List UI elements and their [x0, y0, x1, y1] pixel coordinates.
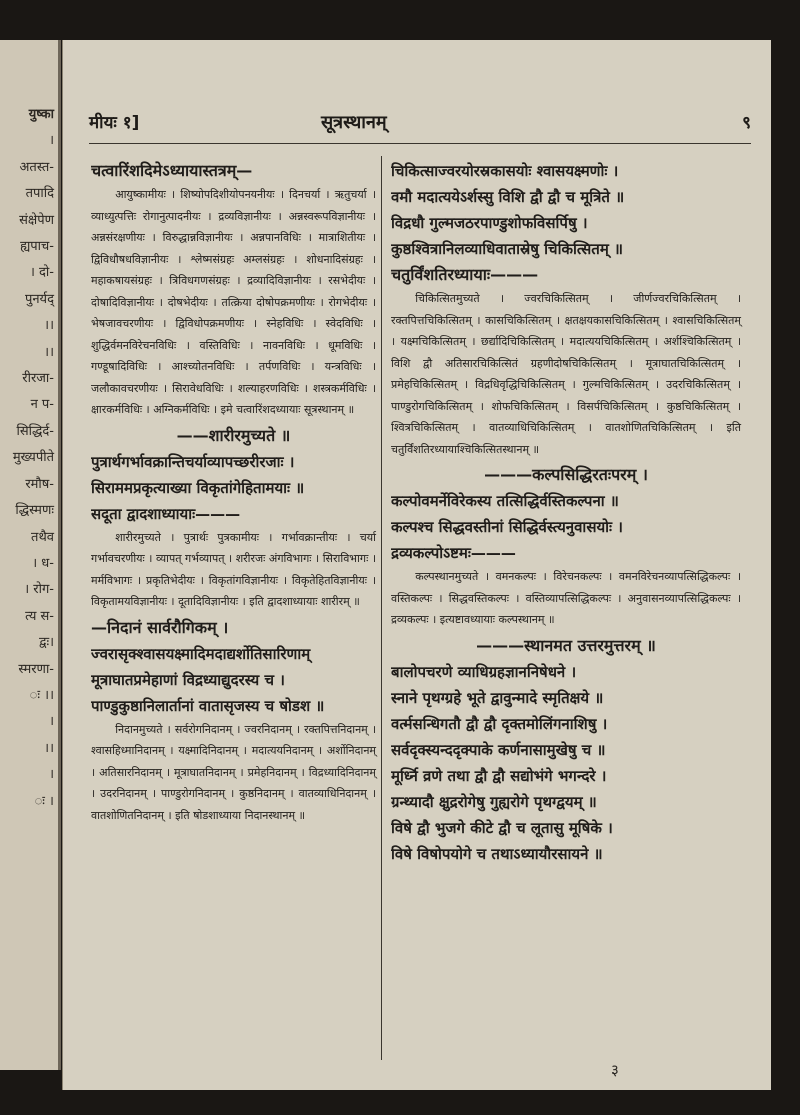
header-chapter: मीयः १]: [89, 113, 140, 133]
prev-page-fragment: अतस्त-: [19, 159, 54, 175]
section-heading: ——शारीरमुच्यते ॥: [176, 425, 291, 445]
verse-line: कल्पश्च सिद्धवस्तीनां सिद्धिर्वस्त्यनुवासयोः ।: [391, 518, 623, 536]
left-column: [91, 158, 376, 826]
prev-page-fragment: तपादि: [25, 186, 54, 202]
prev-page-fragment: रीरजा-: [22, 371, 54, 387]
prev-page-fragment: ।।: [44, 740, 54, 756]
verse-line: विषे विषोपयोगे च तथाऽध्यायौरसायने ॥: [391, 844, 603, 863]
prev-page-fragment: ।: [49, 133, 54, 149]
prev-page-fragment: ।।: [44, 318, 54, 334]
book-page: [62, 40, 771, 1090]
prev-page-fragment: ः ।।: [29, 687, 54, 703]
prev-page-fragment: युष्का: [28, 107, 54, 122]
prev-page-fragment: ।।: [44, 344, 54, 360]
header-title: सूत्रस्थानम्: [321, 112, 387, 133]
prev-page-fragment: पुनर्यद्: [24, 291, 54, 307]
chapter-list-paragraph: चिकित्सितमुच्यते । ज्वरचिकित्सितम् । जीर्णज्वरचिकित्सितम् । रक्तपित्तचिकित्सितम् । कासचिकित्सितम् । क्षतक्षयकासचिकित्सितम् । श्वासचिकित्सितम् । यक्ष्मचिकित्सितम् । छर्द्यादिचिकित्सितम् । मदात्ययचिकित्सितम् । अर्शश्चिकित्सितम् । विशि द्वौ अतिसारचिकित्सितं ग्रहणीदोषचिकित्सितम् । मूत्राघातचिकित्सितम् । प्रमेहचिकित्सितम् । विद्रधिवृद्धिचिकित्सितम् । गुल्मचिकित्सितम् । उदरचिकित्सितम् । पाण्डुरोगचिकित्सितम् । शोफचिकित्सितम् । विसर्पचिकित्सितम् । कुष्ठचिकित्सितम् । श्वित्रचिकित्सितम् । वातव्याधिचिकित्सितम् । वातशोणितचिकित्सितम् । इति चतुर्विंशतिरध्यायाश्चिकित्सितस्थानम् ॥: [391, 292, 741, 456]
prev-page-fragment: द्धिस्मणः: [15, 503, 54, 519]
column-divider: [381, 156, 382, 1060]
verse-line: मूर्ध्नि व्रणे तथा द्वौ द्वौ सद्योभंगे भगन्दरे ।: [391, 766, 607, 785]
section-heading: —निदानं सार्वरौगिकम् ।: [91, 617, 229, 637]
prev-page-fragment: रमौष-: [25, 476, 54, 492]
section-heading: ———स्थानमत उत्तरमुत्तरम् ॥: [476, 635, 656, 655]
header-page-number: ९: [742, 113, 751, 133]
header-rule: [89, 143, 751, 144]
verse-line: मूत्राघातप्रमेहाणां विद्रध्याद्युदरस्य च ।: [91, 670, 285, 689]
chapter-list-paragraph: निदानमुच्यते । सर्वरोगनिदानम् । ज्वरनिदानम् । रक्तपित्तनिदानम् । श्वासहिध्मानिदानम् । यक्ष्मादिनिदानम् । मदात्ययनिदानम् । अर्शोनिदानम् । अतिसारनिदानम् । मूत्राघातनिदानम् । प्रमेहनिदानम् । विद्रध्यादिनिदानम् । उदरनिदानम् । पाण्डुरोगनिदानम् । कुष्ठनिदानम् । वातव्याधिनिदानम् । वातशोणितनिदानम् । इति षोडशाध्याया निदानस्थानम् ॥: [91, 722, 376, 822]
verse-line: कल्पोवमर्नेविरेकस्य तत्सिद्धिर्वस्तिकल्पना ॥: [391, 492, 619, 510]
verse-line: विषे द्वौ भुजगे कीटे द्वौ च लूतासु मूषिके ।: [391, 818, 613, 837]
verse-line: सदूता द्वादशाध्यायाः———: [91, 504, 241, 523]
verse-line: द्रव्यकल्पोऽष्टमः———: [391, 544, 516, 562]
prev-page-fragment: ः ।: [34, 793, 54, 809]
prev-page-fragment: न प-: [30, 397, 54, 413]
prev-page-fragment: स्मरणा-: [18, 661, 54, 677]
prev-page-fragment: । दो-: [29, 265, 54, 281]
chapter-list-paragraph: कल्पस्थानमुच्यते । वमनकल्पः । विरेचनकल्पः । वमनविरेचनव्यापत्सिद्धिकल्पः । वस्तिकल्पः । सिद्धवस्तिकल्पः । वस्तिव्यापत्सिद्धिकल्पः । अनुवासनव्यापत्सिद्धिकल्पः । द्रव्यकल्पः । इत्यष्टावध्यायाः कल्पस्थानम् ॥: [391, 570, 741, 626]
prev-page-fragment: सिद्धिर्द-: [16, 423, 54, 439]
verse-line: स्नाने पृथग्ग्रहे भूते द्वावुन्मादे स्मृतिक्षये ॥: [391, 688, 604, 707]
prev-page-fragment: ।: [49, 767, 54, 783]
previous-page-edge: [0, 40, 61, 1070]
footer-page-number: ३: [611, 1061, 619, 1079]
prev-page-fragment: मुख्यपीते: [12, 450, 54, 466]
section-heading: चतुर्विंशतिरध्यायाः———: [391, 265, 539, 284]
prev-page-fragment: ह्यपाच-: [20, 239, 54, 255]
prev-page-fragment: । रोग-: [24, 582, 54, 598]
verse-line: बालोपचरणे व्याधिग्रहज्ञाननिषेधने ।: [391, 662, 577, 681]
prev-page-fragment: संक्षेपेण: [19, 212, 54, 228]
chapter-list-paragraph: शारीरमुच्यते । पुत्रार्थः पुत्रकामीयः । गर्भावक्रान्तीयः । चर्या गर्भावचरणीयः । व्यापत् गर्भव्यापत् । शरीरजः अंगविभागः । सिराविभागः । मर्मविभागः । प्रकृतिभेदीयः । विकृतांगविज्ञानीयः । विकृतेहितविज्ञानीयः । विकृतामयविज्ञानीयः । दूतादिविज्ञानीयः । इति द्वादशाध्यायाः शारीरम् ॥: [91, 530, 376, 608]
verse-line: सर्वदृक्स्यन्ददृक्पाके कर्णनासामुखेषु च ॥: [391, 740, 606, 759]
verse-line: ग्रन्थ्यादौ क्षुद्ररोगेषु गुह्यरोगे पृथग्द्वयम् ॥: [391, 792, 597, 811]
section-heading: ———कल्पसिद्धिरतःपरम् ।: [484, 465, 648, 484]
verse-line: ज्वरासृक्श्वासयक्ष्मादिमदाद्यर्शोतिसारिणाम्: [91, 644, 311, 663]
prev-page-fragment: द्वः।: [38, 635, 54, 651]
verse-line: पुत्रार्थगर्भावक्रान्तिचर्याव्यापच्छरीरजाः ।: [91, 452, 295, 471]
verse-line: पाण्डुकुष्ठानिलार्तानां वातासृजस्य च षोडश ॥: [91, 696, 325, 715]
prev-page-fragment: तथैव: [31, 529, 54, 545]
verse-line: वमौ मदात्ययेऽर्शस्सु विशि द्वौ द्वौ च मूत्रिते ॥: [391, 188, 625, 206]
right-column: [391, 158, 741, 867]
chapter-list-paragraph: आयुष्कामीयः । शिष्योपदिशीयोपनयनीयः । दिनचर्या । ऋतुचर्या । व्याध्युत्पत्तिः रोगानुत्पादनीयः । द्रव्यविज्ञानीयः । अन्नस्वरूपविज्ञानीयः । अन्नसंरक्षणीयः । विरुद्धान्नविज्ञानीयः । अन्नपानविधिः । मात्राशितीयः । द्विविधौषधविज्ञानीयः । श्लेष्मसंग्रहः अम्लसंग्रहः । शोधनादिसंग्रहः । महाकषायसंग्रहः । त्रिविधगणसंग्रहः । द्रव्यादिविज्ञानीयः । रसभेदीयः । दोषादिविज्ञानीयः । दोषभेदीयः । तत्क्रिया दोषोपक्रमणीयः । रोगभेदीयः । भेषजावचरणीयः । द्विविधोपक्रमणीयः । स्नेहविधिः । स्वेदविधिः । शुद्धिर्वमनविरेचनविधिः । वस्तिविधिः । नावनविधिः । धूमविधिः । गण्डूषादिविधिः । आश्च्योतनविधिः । तर्पणविधिः । यन्त्रविधिः । जलौकावचरणीयः । सिरावेधविधिः । शल्याहरणविधिः । शस्त्रकर्मविधिः । क्षारकर्मविधिः । अग्निकर्मविधिः । इमे चत्वारिंशदध्यायाः सूत्रस्थानम् ॥: [91, 188, 376, 416]
prev-page-fragment: त्य स-: [25, 608, 54, 624]
prev-page-fragment: । ध-: [32, 555, 54, 571]
verse-line: चिकित्साज्वरयोरस्रकासयोः श्वासयक्ष्मणोः ।: [391, 162, 619, 180]
prev-page-fragment: ।: [49, 714, 54, 730]
verse-line: कुष्ठश्वित्रानिलव्याधिवातास्रेषु चिकित्सितम् ॥: [391, 240, 624, 258]
verse-line: विद्रधौ गुल्मजठरपाण्डुशोफविसर्पिषु ।: [391, 214, 588, 232]
running-header: [89, 110, 753, 138]
verse-line: वर्त्मसन्धिगतौ द्वौ द्वौ दृक्तमोलिंगनाशिषु ।: [391, 714, 608, 733]
verse-line: सिराममप्रकृत्याख्या विकृतांगेहितामयाः ॥: [91, 478, 305, 497]
section-heading: चत्वारिंशदिमेऽध्यायास्तत्रम्—: [91, 161, 253, 180]
